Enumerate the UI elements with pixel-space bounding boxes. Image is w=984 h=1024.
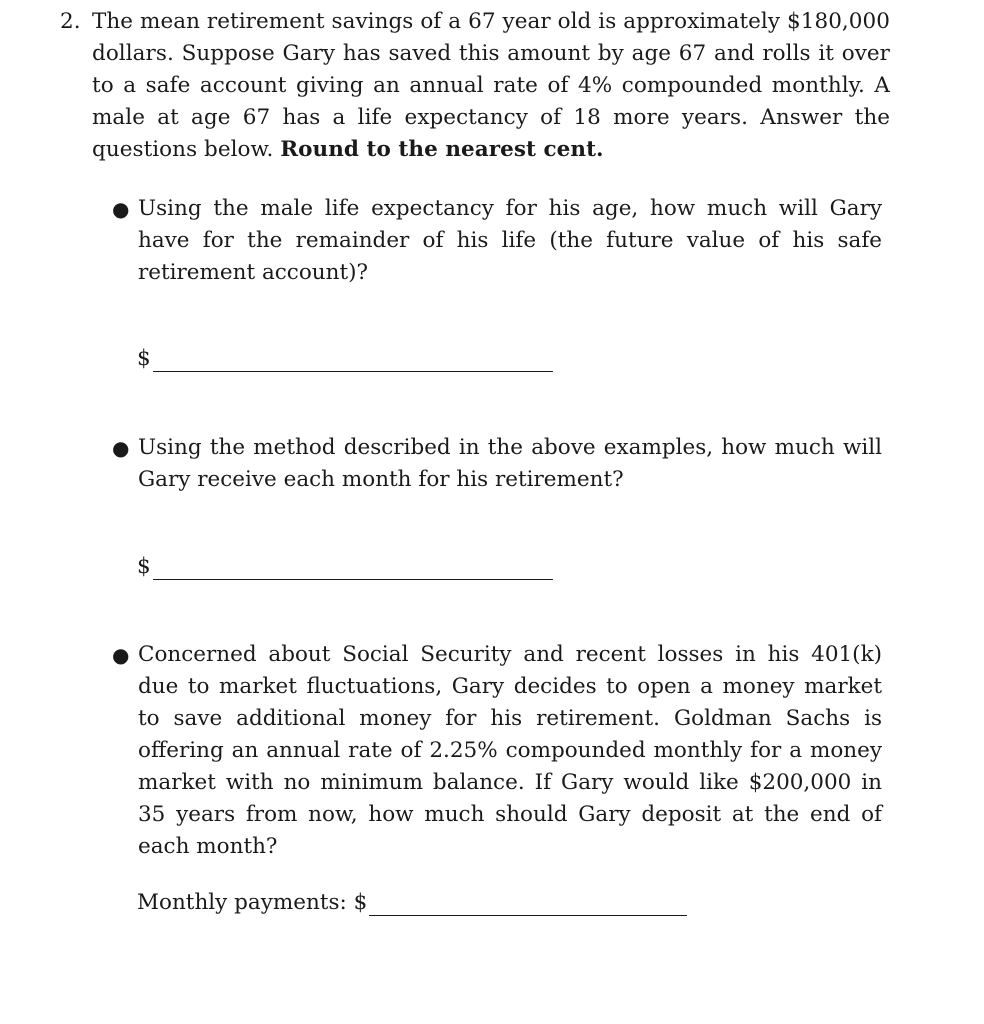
bullet-icon: ●: [112, 436, 130, 460]
bullet-icon: ●: [112, 643, 130, 667]
problem-body: The mean retirement savings of a 67 year old is approximately $180,000 dollars. Suppose Gary has saved this amount by age 67 and rolls it over to a safe account giving an annual rate of 4% compounded monthly. A male at age 67 has a life expectancy of 18 more years. Answer the questions below.: [92, 9, 890, 162]
answer-3: [137, 890, 687, 916]
answer-3-blank[interactable]: [369, 893, 687, 916]
answer-1: [137, 346, 553, 372]
answer-2: [137, 554, 553, 580]
answer-1-blank[interactable]: [153, 349, 553, 372]
problem-text: [92, 6, 890, 166]
question-3: [112, 639, 882, 863]
question-2: [112, 432, 882, 496]
rounding-instruction: Round to the nearest cent.: [280, 137, 604, 162]
question-1-text: Using the male life expectancy for his age, how much will Gary have for the remainder of his life (the future value of his safe retirement account)?: [138, 196, 882, 285]
answer-3-label: Monthly payments: $: [137, 890, 368, 915]
answer-1-label: $: [137, 346, 151, 371]
question-3-text: Concerned about Social Security and recent losses in his 401(k) due to market fluctuations, Gary decides to open a money market to save additional money for his retirement. Goldman Sachs is offering an annual rate of 2.25% compounded monthly for a money market with no minimum balance. If Gary would like $200,000 in 35 years from now, how much should Gary deposit at the end of each month?: [138, 642, 882, 859]
problem-statement: [60, 6, 890, 166]
question-2-text: Using the method described in the above examples, how much will Gary receive each month for his retirement?: [138, 435, 882, 492]
problem-number: 2.: [60, 9, 81, 34]
answer-2-blank[interactable]: [153, 557, 553, 580]
question-1: [112, 193, 882, 289]
answer-2-label: $: [137, 554, 151, 579]
bullet-icon: ●: [112, 197, 130, 221]
